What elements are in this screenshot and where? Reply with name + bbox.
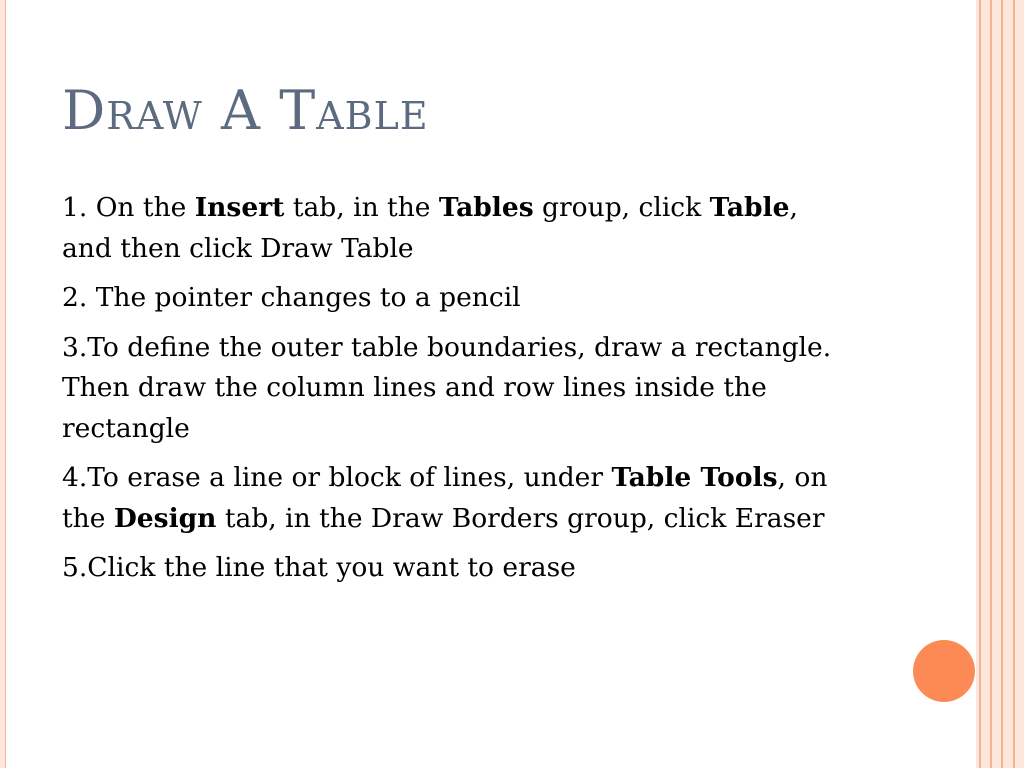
step-1-text-3: group, click xyxy=(533,192,710,223)
step-1-text-1: 1. On the xyxy=(62,192,195,223)
step-3 xyxy=(62,328,832,450)
right-border-band xyxy=(976,0,1024,768)
step-1-bold-insert: Insert xyxy=(194,192,285,223)
step-1-text-2: tab, in the xyxy=(284,192,439,223)
right-border-line-4 xyxy=(1013,0,1015,768)
step-1-bold-tables: Tables xyxy=(438,192,534,223)
step-5 xyxy=(62,548,832,589)
right-border-line-1 xyxy=(979,0,981,768)
step-4-text-1: 4.To erase a line or block of lines, under xyxy=(62,462,612,493)
step-3-text: 3.To define the outer table boundaries, draw a rectangle. Then draw the column lines and row lines inside the rectangle xyxy=(62,331,832,444)
step-4-bold-table-tools: Table Tools xyxy=(611,462,778,493)
step-2 xyxy=(62,278,832,319)
step-1-text-4: , and then click Draw Table xyxy=(62,192,798,264)
step-5-text: 5.Click the line that you want to erase xyxy=(62,552,576,583)
left-border-line xyxy=(5,0,6,768)
slide-title: Draw A Table xyxy=(62,79,429,142)
step-1-bold-table: Table xyxy=(709,192,790,223)
right-border-line-2 xyxy=(990,0,992,768)
step-4-text-2: , on the xyxy=(62,462,828,534)
step-1 xyxy=(62,188,832,269)
step-4-text-3: tab, in the Draw Borders group, click Eraser xyxy=(216,502,825,534)
right-border-line-3 xyxy=(1001,0,1003,768)
step-4 xyxy=(62,458,832,539)
orange-circle-decoration xyxy=(913,640,975,702)
step-4-bold-design: Design xyxy=(113,502,217,534)
step-2-text: 2. The pointer changes to a pencil xyxy=(62,282,521,313)
steps-list xyxy=(62,188,832,598)
